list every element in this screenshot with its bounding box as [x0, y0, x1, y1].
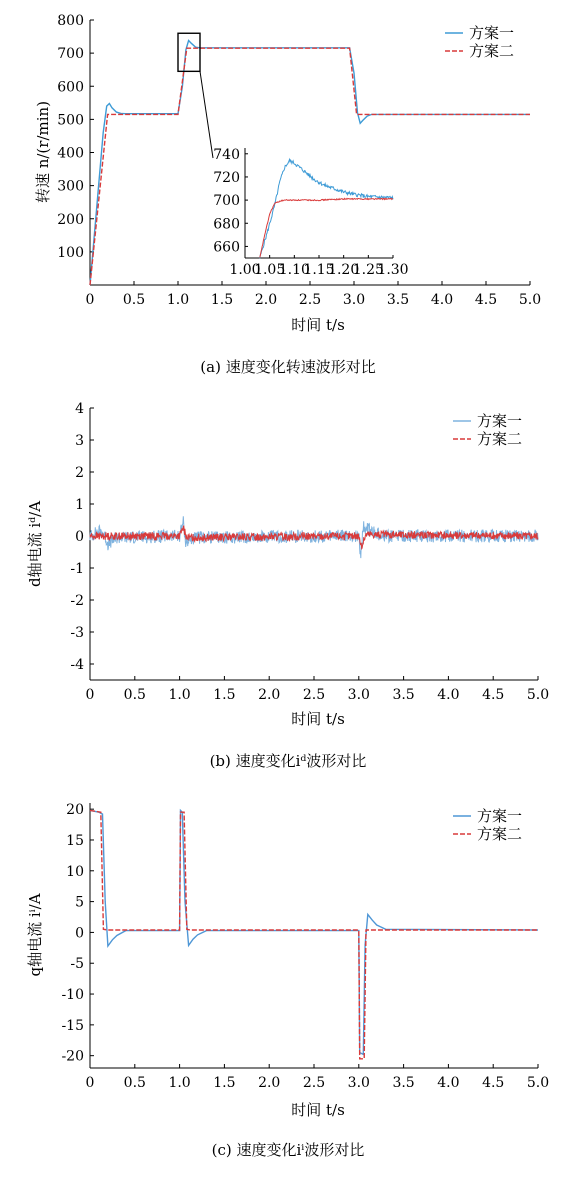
y-tick-label: 0	[75, 925, 84, 942]
y-tick-label: -3	[70, 625, 84, 641]
y-tick-label: -5	[70, 956, 84, 973]
x-tick-label: 3.0	[342, 292, 366, 308]
y-tick-label: 100	[57, 244, 84, 261]
x-tick-label: 1.0	[166, 292, 190, 308]
x-tick-label: 5.0	[518, 292, 542, 308]
x-tick-label: 3.0	[347, 687, 370, 703]
y-tick-label: -10	[61, 987, 84, 1004]
x-tick-label: 4.0	[437, 1075, 460, 1091]
x-tick-label: 0.5	[122, 292, 146, 308]
inset-x-tick-label: 1.00	[229, 262, 261, 278]
chart-panel-1	[26, 401, 549, 770]
legend-label-2: 方案二	[477, 825, 523, 843]
inset-y-tick-label: 700	[213, 193, 240, 210]
x-tick-label: 3.5	[386, 292, 410, 308]
x-tick-label: 2.0	[258, 1075, 281, 1091]
x-tick-label: 2.0	[254, 292, 278, 308]
x-tick-label: 0	[85, 292, 95, 308]
x-tick-label: 0	[85, 1075, 95, 1091]
x-tick-label: 1.0	[168, 687, 191, 703]
legend-label-2: 方案二	[469, 42, 515, 60]
x-tick-label: 2.5	[302, 687, 326, 703]
x-axis-label: 时间 t/s	[291, 316, 345, 334]
y-tick-label: 5	[75, 894, 84, 911]
y-tick-label: 300	[57, 178, 84, 195]
y-tick-label: 200	[57, 211, 84, 228]
y-tick-label: -2	[70, 593, 84, 609]
x-tick-label: 1.5	[210, 292, 234, 308]
legend-label-1: 方案一	[477, 807, 523, 825]
y-tick-label: 2	[75, 465, 84, 481]
zoom-inset	[178, 33, 409, 278]
legend-label-1: 方案一	[477, 412, 523, 430]
chart-panel-0	[34, 13, 541, 376]
x-tick-label: 3.0	[347, 1075, 370, 1091]
y-tick-label: 800	[57, 13, 84, 29]
y-axis-label: d轴电流 iᵈ/A	[26, 500, 44, 588]
y-tick-label: 500	[57, 112, 84, 129]
series-line-1	[90, 810, 538, 1054]
series-line-2	[90, 810, 538, 1058]
x-tick-label: 2.5	[302, 1075, 326, 1091]
zoom-connector	[200, 71, 213, 158]
chart-panel-2	[26, 802, 549, 1159]
y-tick-label: 3	[75, 433, 84, 449]
x-axis-label: 时间 t/s	[291, 1101, 345, 1119]
inset-x-tick-label: 1.10	[278, 262, 310, 278]
y-tick-label: 0	[75, 529, 84, 545]
chart-caption: (b) 速度变化iᵈ波形对比	[209, 752, 367, 770]
y-tick-label: 10	[66, 863, 84, 880]
legend-label-1: 方案一	[469, 24, 515, 42]
x-tick-label: 5.0	[526, 687, 550, 703]
inset-y-tick-label: 660	[213, 239, 240, 256]
x-tick-label: 4.5	[474, 292, 498, 308]
y-tick-label: 700	[57, 46, 84, 63]
x-tick-label: 4.0	[430, 292, 454, 308]
y-tick-label: 1	[75, 497, 84, 513]
y-tick-label: 400	[57, 145, 84, 162]
y-tick-label: 4	[75, 401, 84, 417]
inset-y-tick-label: 680	[213, 216, 240, 233]
x-tick-label: 1.5	[213, 687, 236, 703]
inset-x-tick-label: 1.25	[352, 262, 384, 278]
x-tick-label: 0.5	[123, 1075, 146, 1091]
y-axis-label: q轴电流 iⁱ/A	[26, 893, 44, 977]
x-tick-label: 2.5	[298, 292, 322, 308]
x-tick-label: 3.5	[392, 687, 415, 703]
inset-x-tick-label: 1.05	[254, 262, 286, 278]
y-tick-label: 20	[66, 802, 84, 819]
x-tick-label: 4.5	[482, 687, 505, 703]
inset-background	[245, 148, 393, 258]
x-tick-label: 3.5	[392, 1075, 415, 1091]
x-tick-label: 5.0	[526, 1075, 550, 1091]
y-tick-label: -1	[70, 561, 84, 577]
legend-label-2: 方案二	[477, 430, 523, 448]
x-tick-label: 4.5	[482, 1075, 505, 1091]
inset-y-tick-label: 740	[213, 146, 240, 163]
inset-x-tick-label: 1.15	[303, 262, 335, 278]
inset-x-tick-label: 1.20	[328, 262, 360, 278]
y-tick-label: -20	[61, 1048, 84, 1065]
x-tick-label: 1.0	[168, 1075, 191, 1091]
zoom-box	[178, 33, 200, 71]
inset-y-tick-label: 720	[213, 169, 240, 186]
chart-caption: (a) 速度变化转速波形对比	[200, 358, 376, 376]
y-tick-label: -4	[70, 657, 84, 673]
y-axis-label: 转速 n/(r/min)	[34, 100, 52, 204]
chart-caption: (c) 速度变化iⁱ波形对比	[211, 1141, 365, 1159]
x-tick-label: 4.0	[437, 687, 460, 703]
x-tick-label: 0.5	[123, 687, 146, 703]
y-tick-label: -15	[61, 1017, 84, 1034]
y-tick-label: 600	[57, 79, 84, 96]
x-tick-label: 2.0	[258, 687, 281, 703]
x-axis-label: 时间 t/s	[291, 710, 345, 728]
inset-x-tick-label: 1.30	[377, 262, 409, 278]
x-tick-label: 1.5	[213, 1075, 236, 1091]
x-tick-label: 0	[85, 687, 95, 703]
y-tick-label: 15	[66, 832, 84, 849]
